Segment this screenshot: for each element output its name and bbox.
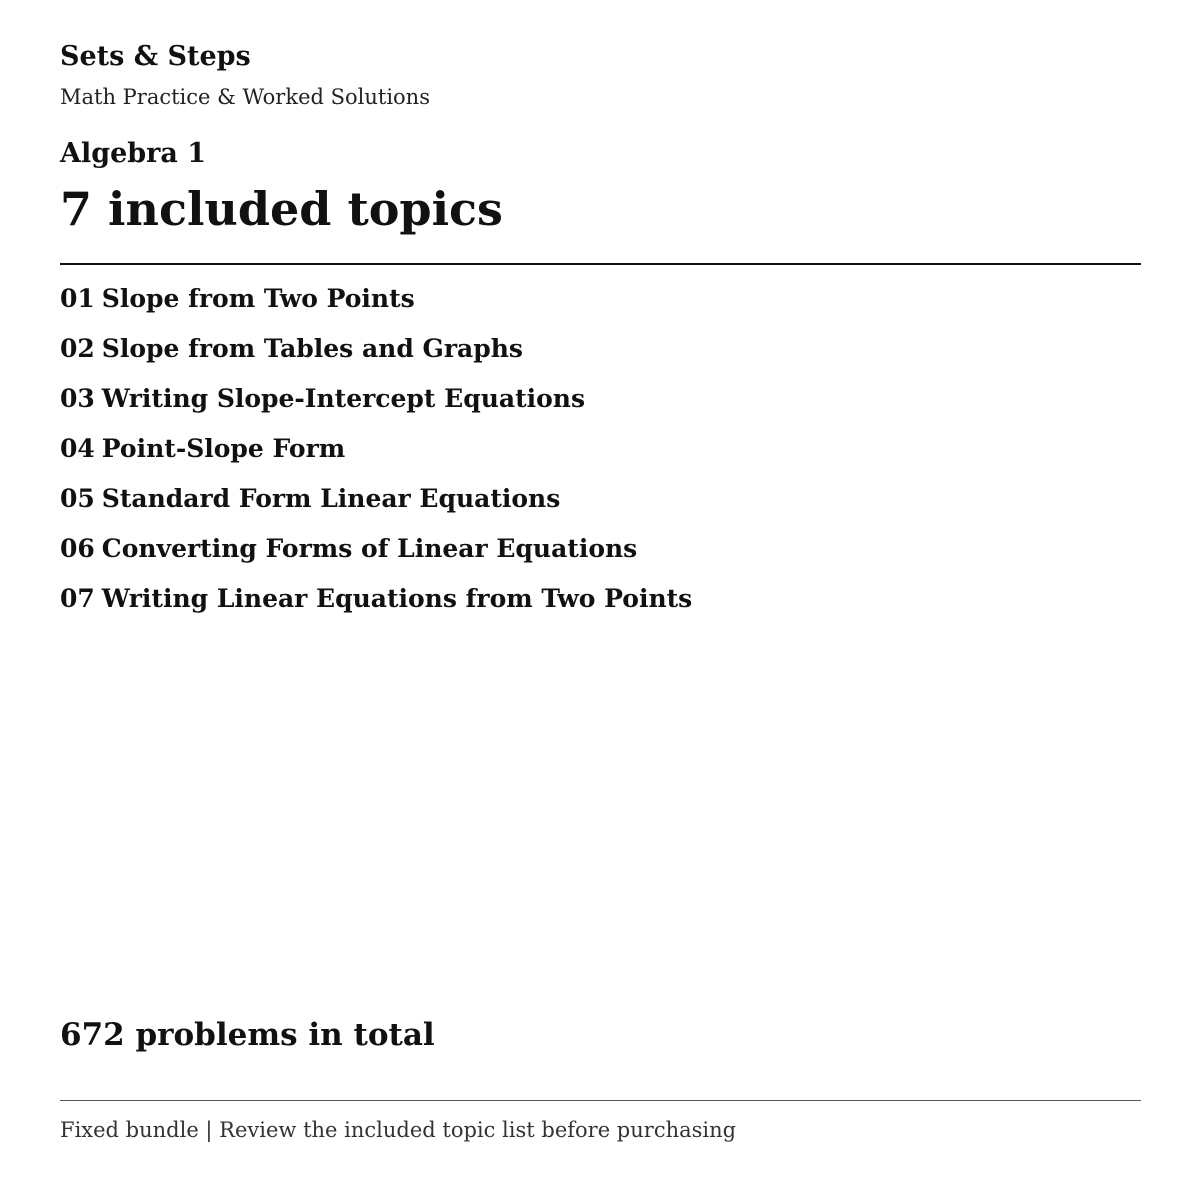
footer-note: Fixed bundle | Review the included topic list before purchasing [60, 1118, 737, 1142]
topic-list [60, 282, 692, 632]
topic-label: Point-Slope Form [101, 434, 346, 463]
topic-label: Writing Slope-Intercept Equations [101, 384, 586, 413]
topic-count-heading: 7 included topics [60, 182, 503, 236]
topic-number: 06 [60, 534, 95, 563]
topic-number: 03 [60, 384, 95, 413]
topic-item [60, 332, 692, 366]
total-problems: 672 problems in total [60, 1017, 435, 1053]
topic-item [60, 282, 692, 316]
bottom-divider [60, 1100, 1141, 1101]
top-divider [60, 263, 1141, 265]
topic-label: Slope from Two Points [101, 284, 415, 313]
topic-label: Converting Forms of Linear Equations [101, 534, 638, 563]
topic-item [60, 432, 692, 466]
topic-number: 01 [60, 284, 95, 313]
topic-label: Standard Form Linear Equations [101, 484, 561, 513]
topic-number: 02 [60, 334, 95, 363]
topic-label: Slope from Tables and Graphs [101, 334, 523, 363]
brand-subtitle: Math Practice & Worked Solutions [60, 85, 430, 109]
topic-item [60, 532, 692, 566]
topic-number: 05 [60, 484, 95, 513]
topic-number: 07 [60, 584, 95, 613]
topic-item [60, 382, 692, 416]
bundle-page [60, 0, 1141, 1200]
topic-number: 04 [60, 434, 95, 463]
topic-item [60, 482, 692, 516]
course-name: Algebra 1 [60, 138, 207, 169]
brand-title: Sets & Steps [60, 41, 251, 72]
topic-item [60, 582, 692, 616]
topic-label: Writing Linear Equations from Two Points [101, 584, 693, 613]
